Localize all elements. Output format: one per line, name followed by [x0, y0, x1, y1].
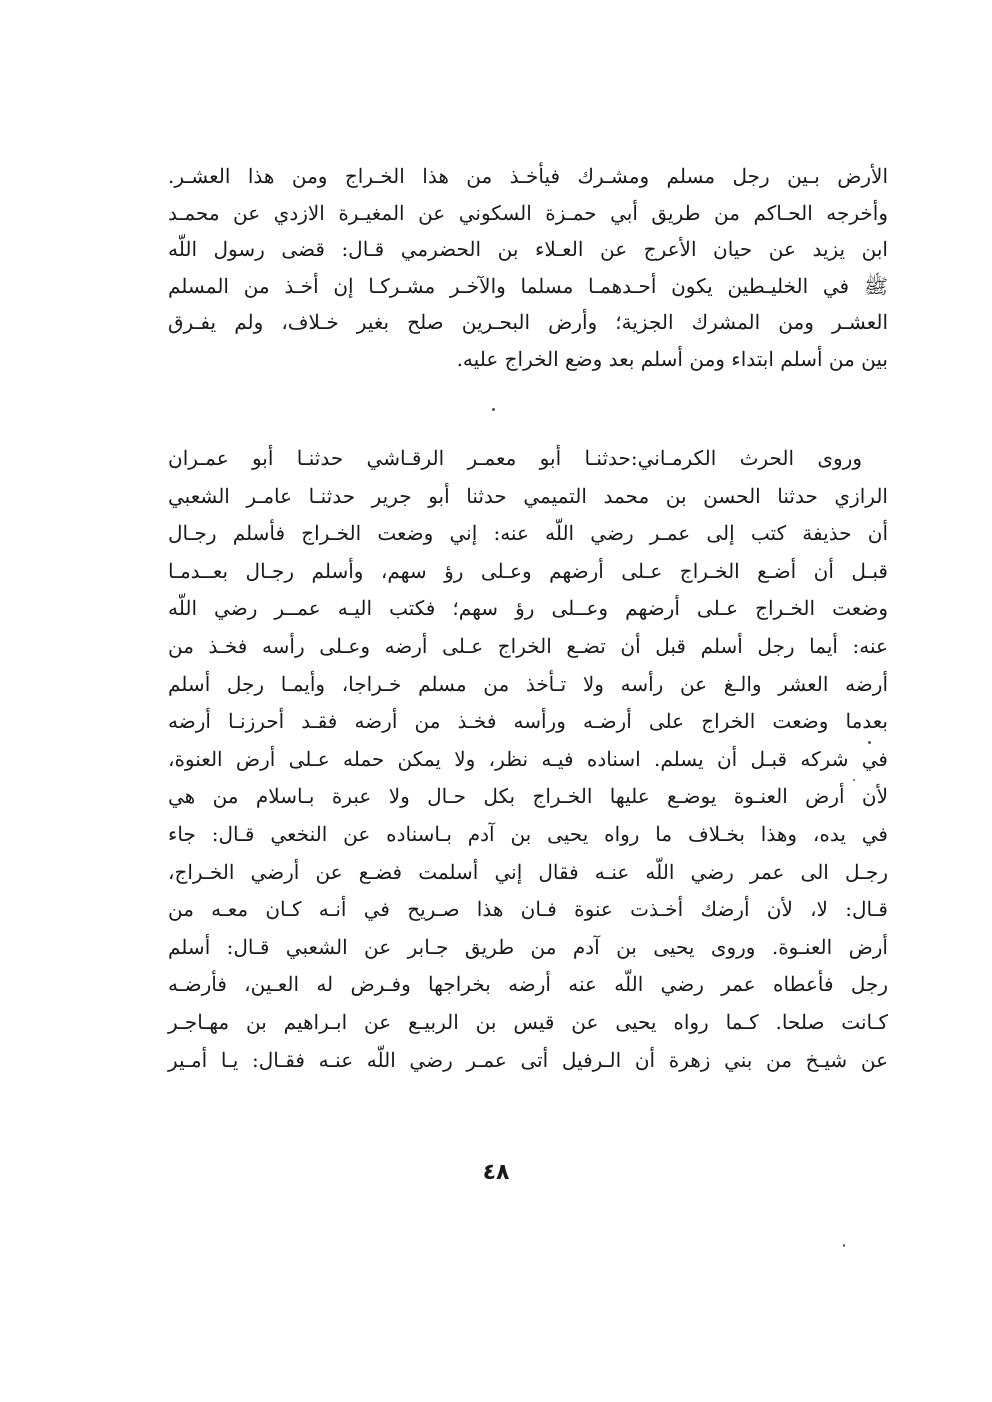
- text-line: بعدما وضعت الخراج على أرضـه ورأسه فخـذ من أرضه فقـد أحرزنـا أرضه: [168, 709, 888, 734]
- text-line: كـانت صلحا. كـما رواه يحيى عن قيس بن الربيـع عن ابـراهيم بن مهـاجـر: [168, 1009, 888, 1034]
- text-line: وضعت الخـراج عـلى أرضهم وعــلى رؤ سهم؛ فكتب اليـه عمــر رضي اللّه: [168, 596, 888, 621]
- text-line: بين من أسلم ابتداء ومن أسلم بعد وضع الخراج عليه.: [456, 346, 888, 371]
- text-line: قبـل أن أضـع الخـراج عـلى أرضهم وعـلى رؤ سهم، وأسلم رجـال بعــدمـا: [168, 558, 888, 583]
- text-line: قـال: لا، لأن أرضك أخـذت عنوة فـان هذا صـريح في أنـه كـان معـه من: [168, 897, 888, 922]
- page-number: ٤٨: [482, 1160, 510, 1185]
- text-line: رجل فأعطاه عمر رضي اللّه عنه أرضه بخراجها وفـرض له العـين، فأرضـه: [168, 972, 888, 997]
- text-line: الأرض بـين رجل مسلم ومشـرك فيأخـذ من هذا الخـراج ومن هذا العشـر.: [168, 164, 888, 188]
- text-line: وروى الحرث الكرمـاني:حدثنـا أبو معمـر الرقـاشي حدثنـا أبو عمـران: [168, 446, 862, 470]
- text-line: أرض العنـوة. وروى يحيى بن آدم من طريق جـابر عن الشعبي قـال: أسلم: [168, 934, 888, 959]
- text-line: الرازي حدثنا الحسن بن محمد التميمي حدثنا أبو جرير حدثنـا عامـر الشعبي: [168, 483, 888, 508]
- paragraph-2: [168, 440, 888, 1079]
- scan-speck: [868, 741, 871, 744]
- scan-speck: [492, 408, 495, 411]
- text-line: ابن يزيد عن حيان الأعرج عن العـلاء بن الحضرمي قـال: قضى رسول اللّه: [168, 237, 888, 262]
- scan-speck: [843, 1244, 845, 1247]
- text-line: عن شيـخ من بني زهرة أن الـرفيل أتى عمـر رضي اللّه عنـه فقـال: يـا أمـير: [168, 1047, 888, 1072]
- text-line: أن حذيفة كتب إلى عمـر رضي اللّه عنه: إني وضعت الخـراج فأسلم رجـال: [168, 521, 888, 546]
- text-line: وأخرجه الحـاكم من طريق أبي حمـزة السكوني عن المغيـرة الازدي عن محمـد: [168, 200, 888, 225]
- text-line: لأن أرض العنـوة يوضـع عليها الخـراج بكل حـال ولا عبرة بـاسلام من هي: [168, 784, 888, 809]
- text-line: عنه: أيما رجل أسلم قبل أن تضـع الخراج عـلى أرضه وعـلى رأسه فخـذ من: [168, 633, 888, 658]
- text-line: ﷺ في الخليـطين يكون أحـدهمـا مسلما والآخـر مشـركـا إن أخـذ من المسلم: [168, 273, 888, 298]
- paragraph-1: [168, 158, 888, 378]
- text-line: في يده، وهذا بخـلاف ما رواه يحيى بن آدم بـاسناده عن النخعي قـال: جاء: [168, 821, 888, 846]
- text-line: رجـل الى عمر رضي اللّه عنـه فقال إني أسلمت فضـع عن أرضي الخـراج،: [168, 859, 888, 884]
- text-line: في شركه قبـل أن يسلم. اسناده فيـه نظر، ولا يمكن حمله عـلى أرض العنوة،: [168, 746, 888, 771]
- text-line: العشـر ومن المشرك الجزية؛ وأرض البحـرين صلح بغير خـلاف، ولم يفـرق: [168, 310, 888, 335]
- text-line: أرضه العشر والـغ عن رأسه ولا تـأخذ من مسلم خـراجا، وأيمـا رجل أسلم: [168, 671, 888, 696]
- scan-speck: [853, 779, 855, 781]
